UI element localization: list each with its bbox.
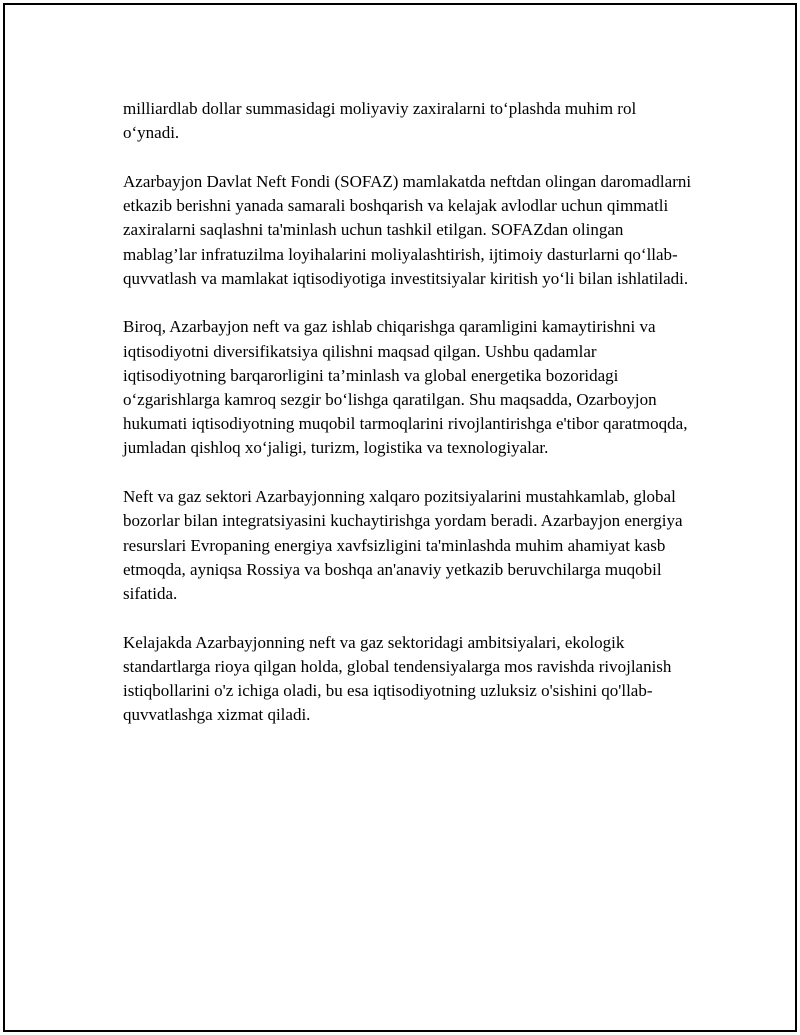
paragraph: Azarbayjon Davlat Neft Fondi (SOFAZ) mamlakatda neftdan olingan daromadlarni etkazib berishni yanada samarali boshqarish va kelajak avlodlar uchun qimmatli zaxiralarni saqlashni ta'minlash uchun tashkil etilgan. SOFAZdan olingan mablag’lar infratuzilma loyihalarini moliyalashtirish, ijtimoiy dasturlarni qo‘llab-quvvatlash va mamlakat iqtisodiyotiga investitsiyalar kiritish yo‘li bilan ishlatiladi. bbox=[123, 171, 692, 288]
paragraph: Kelajakda Azarbayjonning neft va gaz sektoridagi ambitsiyalari, ekologik standartlarga rioya qilgan holda, global tendensiyalarga mos ravishda rivojlanish istiqbollarini o'z ichiga oladi, bu esa iqtisodiyotning uzluksiz o'sishini qo'llab-quvvatlashga xizmat qiladi. bbox=[123, 632, 672, 725]
document-body bbox=[123, 97, 693, 752]
paragraph: milliardlab dollar summasidagi moliyaviy zaxiralarni to‘plashda muhim rol o‘ynadi. bbox=[123, 99, 637, 143]
paragraph: Biroq, Azarbayjon neft va gaz ishlab chiqarishga qaramligini kamaytirishni va iqtisodiyotni diversifikatsiya qilishni maqsad qilgan. Ushbu qadamlar iqtisodiyotning barqarorligini ta’minlash va global energetika bozoridagi o‘zgarishlarga kamroq sezgir bo‘lishga qaratilgan. Shu maqsadda, Ozarboyjon hukumati iqtisodiyotning muqobil tarmoqlarini rivojlantirishga e'tibor qaratmoqda, jumladan qishloq xo‘jaligi, turizm, logistika va texnologiyalar. bbox=[123, 317, 688, 458]
paragraph: Neft va gaz sektori Azarbayjonning xalqaro pozitsiyalarini mustahkamlab, global bozorlar bilan integratsiyasini kuchaytirishga yordam beradi. Azarbayjon energiya resurslari Evropaning energiya xavfsizligini ta'minlashda muhim ahamiyat kasb etmoqda, ayniqsa Rossiya va boshqa an'anaviy yetkazib beruvchilarga muqobil sifatida. bbox=[123, 487, 683, 603]
page-frame bbox=[3, 3, 797, 1032]
